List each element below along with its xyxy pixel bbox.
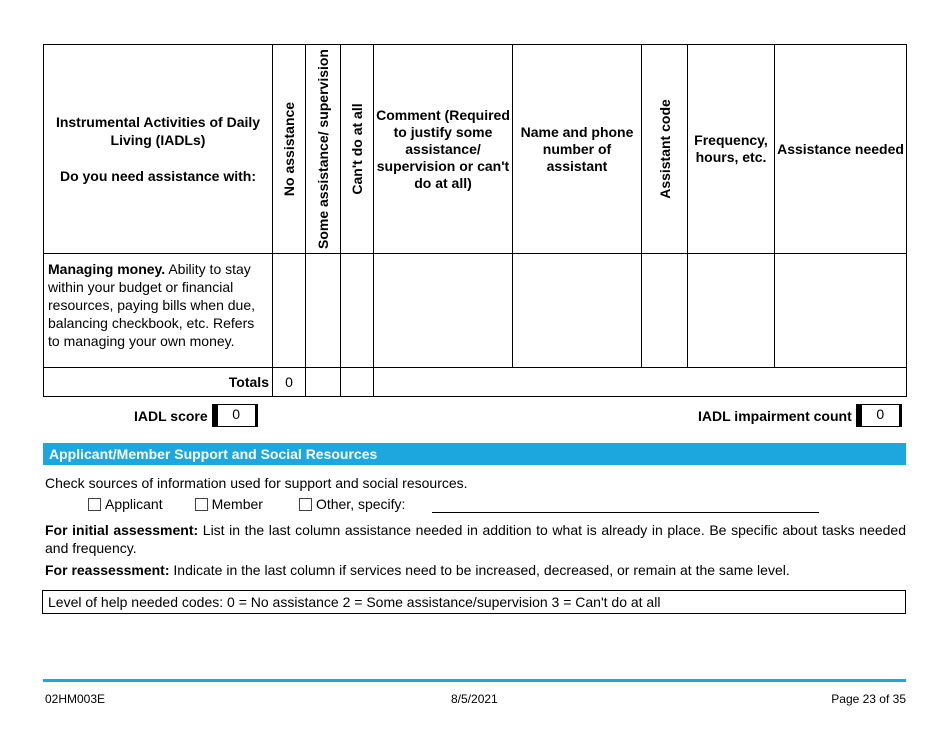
totals-row <box>44 368 907 397</box>
impairment-label: IADL impairment count <box>698 407 852 424</box>
check-sources-text: Check sources of information used for support and social resources. <box>45 475 468 491</box>
assistance-needed-header: Assistance needed <box>775 45 907 254</box>
cant-do-cell[interactable] <box>341 254 374 368</box>
cant-do-label: Can't do at all <box>349 103 365 195</box>
reassessment-text <box>45 561 906 579</box>
frequency-header: Frequency, hours, etc. <box>688 45 775 254</box>
assistant-code-header <box>642 45 688 254</box>
frequency-cell[interactable] <box>688 254 775 368</box>
other-option[interactable] <box>299 496 405 512</box>
reassessment-label: For reassessment: <box>45 562 170 578</box>
assistant-code-label: Assistant code <box>656 99 673 199</box>
no-assistance-header <box>273 45 306 254</box>
comment-cell[interactable] <box>374 254 513 368</box>
assistant-code-cell[interactable] <box>642 254 688 368</box>
applicant-label: Applicant <box>105 496 163 512</box>
member-checkbox[interactable] <box>195 498 208 511</box>
footer-form-id: 02HM003E <box>45 692 106 706</box>
totals-cant-cell <box>341 368 374 397</box>
initial-assessment-text <box>45 521 906 557</box>
activity-header-title: Instrumental Activities of Daily Living (IADLs) <box>55 114 261 148</box>
table-header-row <box>44 45 907 254</box>
activity-header-cell <box>44 45 273 254</box>
applicant-option[interactable] <box>88 496 163 512</box>
member-option[interactable] <box>195 496 263 512</box>
some-assistance-cell[interactable] <box>306 254 341 368</box>
assistance-needed-cell[interactable] <box>775 254 907 368</box>
no-assistance-cell[interactable] <box>273 254 306 368</box>
totals-label: Totals <box>44 368 273 397</box>
totals-blank-cell <box>374 368 907 397</box>
iadl-score <box>134 404 258 427</box>
other-checkbox[interactable] <box>299 498 312 511</box>
member-label: Member <box>211 496 263 512</box>
name-phone-cell[interactable] <box>513 254 642 368</box>
totals-value: 0 <box>273 368 306 397</box>
applicant-checkbox[interactable] <box>88 498 101 511</box>
reassessment-body: Indicate in the last column if services need to be increased, decreased, or remain at the same level. <box>169 562 790 578</box>
help-codes-box: Level of help needed codes: 0 = No assistance 2 = Some assistance/supervision 3 = Can't do at all <box>42 590 906 614</box>
some-assistance-header <box>306 45 341 254</box>
managing-money-title: Managing money. <box>48 260 166 277</box>
footer-divider <box>43 679 906 682</box>
totals-some-cell <box>306 368 341 397</box>
initial-assessment-label: For initial assessment: <box>45 522 199 538</box>
footer-page: Page 23 of 35 <box>831 692 906 706</box>
no-assistance-label: No assistance <box>281 101 297 197</box>
other-specify-field[interactable] <box>432 512 819 513</box>
cant-do-header <box>341 45 374 254</box>
other-label: Other, specify: <box>315 496 406 512</box>
footer-date: 8/5/2021 <box>451 692 498 706</box>
iadl-score-label: IADL score <box>134 407 208 424</box>
comment-header: Comment (Required to justify some assistance/ supervision or can't do at all) <box>374 45 513 254</box>
section-title: Applicant/Member Support and Social Resources <box>43 443 906 465</box>
activity-header-question: Do you need assistance with: <box>59 168 257 184</box>
iadl-score-field[interactable]: 0 <box>212 404 258 427</box>
impairment-field[interactable]: 0 <box>856 404 902 427</box>
initial-assessment-body: List in the last column assistance needed in addition to what is already in place. Be specific about tasks needed and frequency. <box>45 522 907 556</box>
iadl-table <box>43 44 907 397</box>
source-checkboxes <box>88 496 405 512</box>
name-phone-header: Name and phone number of assistant <box>513 45 642 254</box>
managing-money-cell <box>44 254 273 368</box>
some-assistance-label: Some assistance/ supervision <box>315 49 331 249</box>
table-row <box>44 254 907 368</box>
iadl-impairment-count <box>698 404 902 427</box>
managing-money-description: Ability to stay within your budget or financial resources, paying bills when due, balancing checkbook, etc. Refers to managing your own money. <box>48 260 256 349</box>
